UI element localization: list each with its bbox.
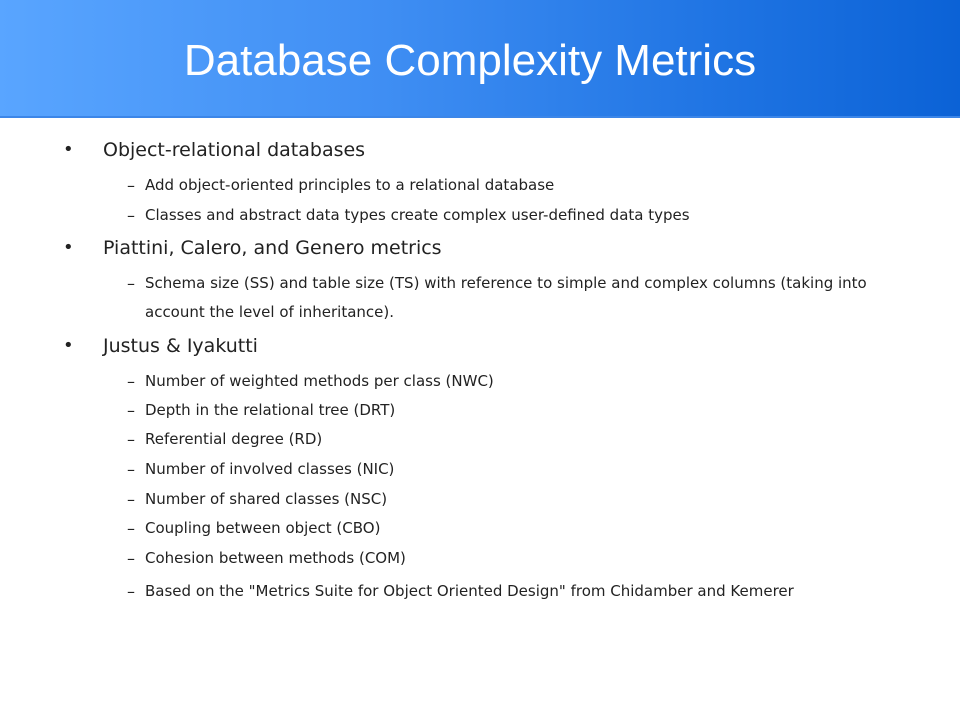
dash-icon: – — [127, 401, 135, 420]
dash-icon: – — [127, 490, 135, 509]
sub-bullet-text: Based on the "Metrics Suite for Object Oriented Design" from Chidamber and Kemerer — [145, 582, 794, 600]
slide-title: Database Complexity Metrics — [183, 36, 757, 85]
sub-bullet-text: Number of involved classes (NIC) — [145, 460, 395, 478]
sub-bullet-text: Depth in the relational tree (DRT) — [145, 401, 396, 419]
dash-icon: – — [127, 274, 135, 293]
dash-icon: – — [127, 549, 135, 568]
bullet-item — [0, 233, 960, 263]
bullet-item — [0, 331, 960, 361]
bullet-text: Piattini, Calero, and Genero metrics — [103, 237, 442, 259]
bullet-icon: • — [63, 139, 74, 160]
bullet-item — [0, 135, 960, 165]
dash-icon: – — [127, 460, 135, 479]
dash-icon: – — [127, 582, 135, 601]
sub-bullet-text: Coupling between object (CBO) — [145, 519, 381, 537]
sub-bullet-text: Number of weighted methods per class (NWC) — [145, 372, 494, 390]
bullet-text: Justus & Iyakutti — [103, 335, 258, 357]
bullet-icon: • — [63, 335, 74, 356]
sub-bullet-text: Schema size (SS) and table size (TS) with reference to simple and complex columns (taking into account the level of inheritance). — [145, 274, 867, 321]
dash-icon: – — [127, 372, 135, 391]
dash-icon: – — [127, 519, 135, 538]
dash-icon: – — [127, 176, 135, 195]
sub-bullet-text: Cohesion between methods (COM) — [145, 549, 406, 567]
dash-icon: – — [127, 206, 135, 225]
bullet-text: Object-relational databases — [103, 139, 366, 161]
bullet-icon: • — [63, 237, 74, 258]
sub-bullet-text: Classes and abstract data types create complex user-defined data types — [145, 206, 690, 224]
sub-bullet-text: Number of shared classes (NSC) — [145, 490, 388, 508]
sub-bullet-text: Add object-oriented principles to a relational database — [145, 176, 555, 194]
dash-icon: – — [127, 430, 135, 449]
sub-bullet-text: Referential degree (RD) — [145, 430, 323, 448]
